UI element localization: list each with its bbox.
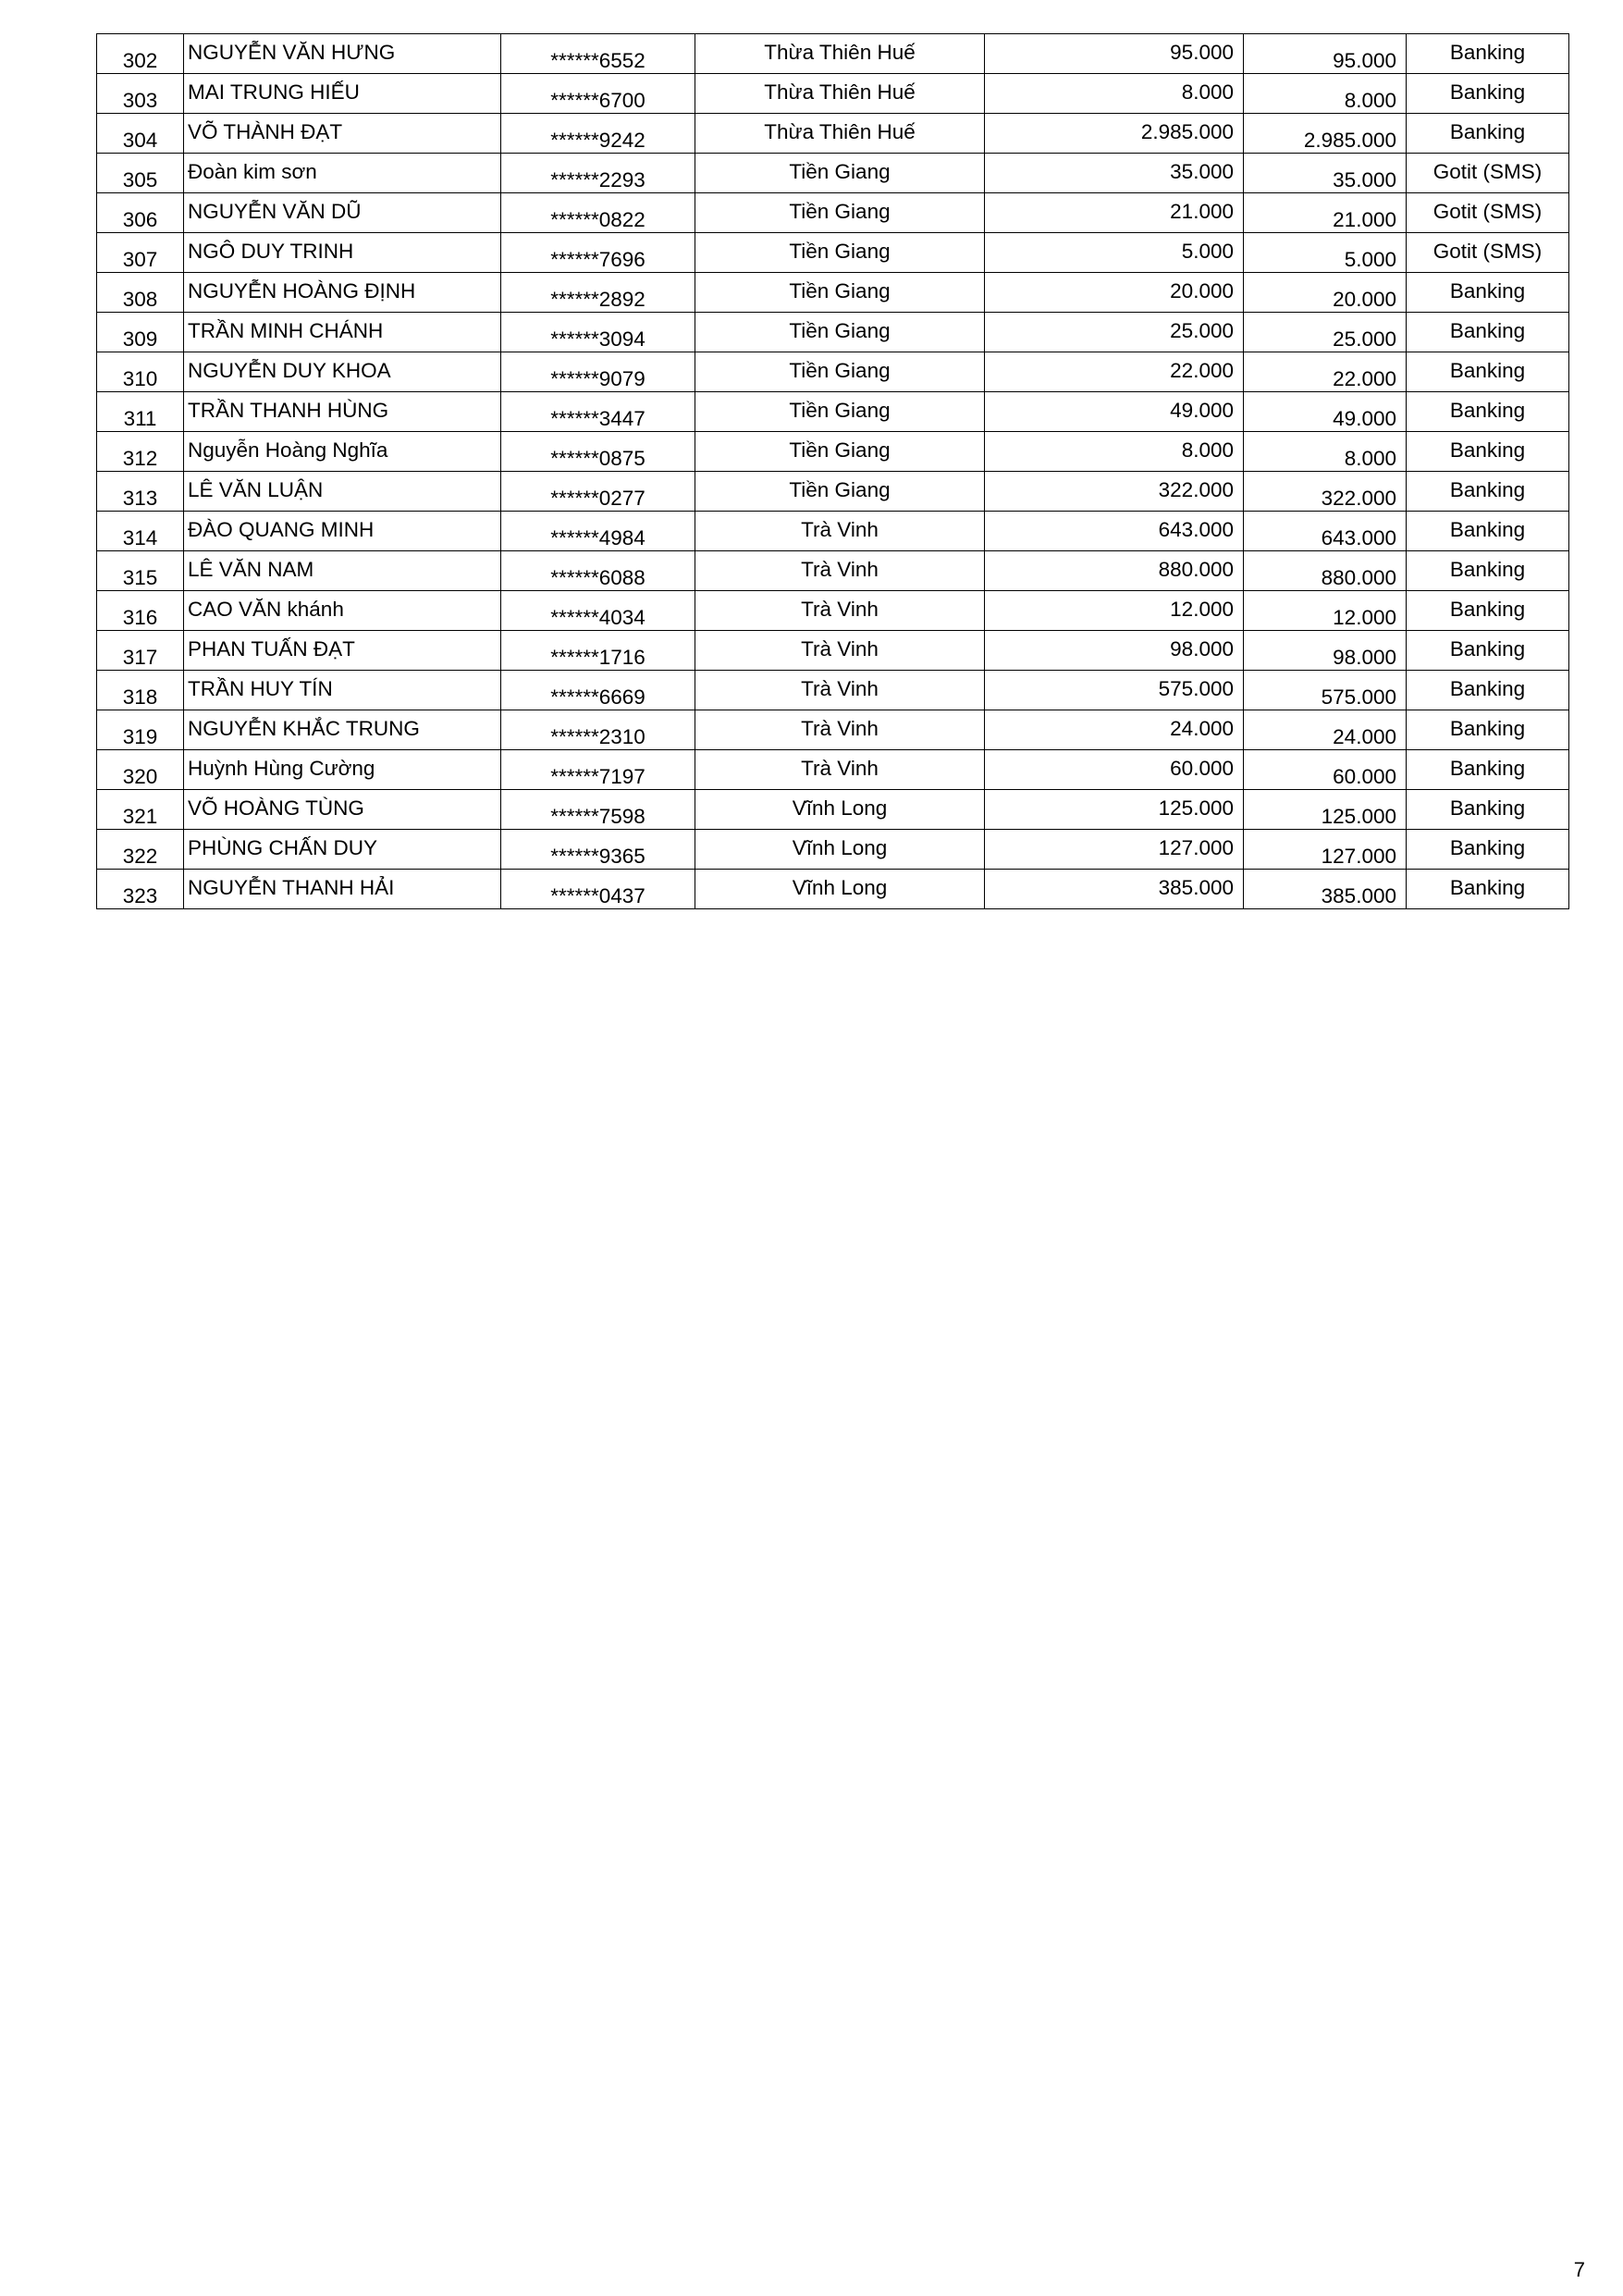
- phone-cell: ******0822: [501, 193, 695, 233]
- row-number-cell: 302: [97, 34, 184, 74]
- province-cell: Trà Vinh: [695, 671, 985, 710]
- amount-paid-cell: 575.000: [1244, 671, 1407, 710]
- amount-paid-cell: 95.000: [1244, 34, 1407, 74]
- province-cell: Tiền Giang: [695, 313, 985, 352]
- payment-method-cell: Banking: [1407, 273, 1569, 313]
- name-cell: NGUYỄN KHẮC TRUNG: [184, 710, 501, 750]
- amount-paid-cell: 8.000: [1244, 432, 1407, 472]
- amount-cell: 24.000: [985, 710, 1244, 750]
- amount-paid-cell: 5.000: [1244, 233, 1407, 273]
- amount-cell: 60.000: [985, 750, 1244, 790]
- amount-paid-cell: 60.000: [1244, 750, 1407, 790]
- amount-cell: 880.000: [985, 551, 1244, 591]
- province-cell: Tiền Giang: [695, 352, 985, 392]
- table-row: [97, 830, 1569, 870]
- row-number-cell: 316: [97, 591, 184, 631]
- name-cell: Nguyễn Hoàng Nghĩa: [184, 432, 501, 472]
- amount-cell: 98.000: [985, 631, 1244, 671]
- payment-method-cell: Banking: [1407, 352, 1569, 392]
- phone-cell: ******3094: [501, 313, 695, 352]
- payment-method-cell: Banking: [1407, 34, 1569, 74]
- row-number-cell: 308: [97, 273, 184, 313]
- amount-paid-cell: 24.000: [1244, 710, 1407, 750]
- table-row: [97, 512, 1569, 551]
- payment-method-cell: Banking: [1407, 870, 1569, 909]
- phone-cell: ******1716: [501, 631, 695, 671]
- phone-cell: ******7197: [501, 750, 695, 790]
- province-cell: Tiền Giang: [695, 392, 985, 432]
- phone-cell: ******6552: [501, 34, 695, 74]
- amount-cell: 8.000: [985, 74, 1244, 114]
- table-row: [97, 154, 1569, 193]
- row-number-cell: 315: [97, 551, 184, 591]
- row-number-cell: 311: [97, 392, 184, 432]
- phone-cell: ******6700: [501, 74, 695, 114]
- payment-method-cell: Banking: [1407, 313, 1569, 352]
- row-number-cell: 322: [97, 830, 184, 870]
- amount-cell: 22.000: [985, 352, 1244, 392]
- row-number-cell: 312: [97, 432, 184, 472]
- page-number: 7: [1573, 2258, 1585, 2281]
- row-number-cell: 321: [97, 790, 184, 830]
- amount-cell: 25.000: [985, 313, 1244, 352]
- name-cell: TRẦN THANH HÙNG: [184, 392, 501, 432]
- payment-method-cell: Banking: [1407, 750, 1569, 790]
- province-cell: Thừa Thiên Huế: [695, 74, 985, 114]
- table-row: [97, 870, 1569, 909]
- name-cell: NGUYỄN THANH HẢI: [184, 870, 501, 909]
- row-number-cell: 305: [97, 154, 184, 193]
- name-cell: LÊ VĂN NAM: [184, 551, 501, 591]
- amount-paid-cell: 322.000: [1244, 472, 1407, 512]
- phone-cell: ******9365: [501, 830, 695, 870]
- row-number-cell: 323: [97, 870, 184, 909]
- payment-method-cell: Banking: [1407, 830, 1569, 870]
- name-cell: MAI TRUNG HIẾU: [184, 74, 501, 114]
- amount-paid-cell: 21.000: [1244, 193, 1407, 233]
- payment-method-cell: Banking: [1407, 591, 1569, 631]
- name-cell: ĐÀO QUANG MINH: [184, 512, 501, 551]
- name-cell: Đoàn kim sơn: [184, 154, 501, 193]
- table-row: [97, 710, 1569, 750]
- province-cell: Thừa Thiên Huế: [695, 114, 985, 154]
- amount-cell: 49.000: [985, 392, 1244, 432]
- row-number-cell: 313: [97, 472, 184, 512]
- phone-cell: ******0875: [501, 432, 695, 472]
- amount-cell: 385.000: [985, 870, 1244, 909]
- table-row: [97, 472, 1569, 512]
- province-cell: Tiền Giang: [695, 193, 985, 233]
- province-cell: Tiền Giang: [695, 273, 985, 313]
- phone-cell: ******6669: [501, 671, 695, 710]
- phone-cell: ******9242: [501, 114, 695, 154]
- province-cell: Tiền Giang: [695, 233, 985, 273]
- payment-method-cell: Gotit (SMS): [1407, 233, 1569, 273]
- phone-cell: ******4984: [501, 512, 695, 551]
- name-cell: NGUYỄN DUY KHOA: [184, 352, 501, 392]
- province-cell: Vĩnh Long: [695, 870, 985, 909]
- payment-method-cell: Banking: [1407, 671, 1569, 710]
- table-row: [97, 591, 1569, 631]
- row-number-cell: 307: [97, 233, 184, 273]
- province-cell: Tiền Giang: [695, 472, 985, 512]
- amount-paid-cell: 385.000: [1244, 870, 1407, 909]
- amount-cell: 2.985.000: [985, 114, 1244, 154]
- table-row: [97, 551, 1569, 591]
- amount-paid-cell: 12.000: [1244, 591, 1407, 631]
- amount-cell: 8.000: [985, 432, 1244, 472]
- table-row: [97, 352, 1569, 392]
- name-cell: NGUYỄN VĂN HƯNG: [184, 34, 501, 74]
- province-cell: Trà Vinh: [695, 512, 985, 551]
- amount-cell: 125.000: [985, 790, 1244, 830]
- amount-cell: 5.000: [985, 233, 1244, 273]
- payment-method-cell: Banking: [1407, 631, 1569, 671]
- amount-cell: 20.000: [985, 273, 1244, 313]
- name-cell: PHAN TUẤN ĐẠT: [184, 631, 501, 671]
- payment-method-cell: Gotit (SMS): [1407, 154, 1569, 193]
- table-body: [97, 34, 1569, 909]
- amount-cell: 322.000: [985, 472, 1244, 512]
- phone-cell: ******3447: [501, 392, 695, 432]
- province-cell: Trà Vinh: [695, 591, 985, 631]
- row-number-cell: 317: [97, 631, 184, 671]
- row-number-cell: 303: [97, 74, 184, 114]
- row-number-cell: 310: [97, 352, 184, 392]
- payment-method-cell: Banking: [1407, 392, 1569, 432]
- province-cell: Tiền Giang: [695, 154, 985, 193]
- amount-cell: 95.000: [985, 34, 1244, 74]
- amount-paid-cell: 125.000: [1244, 790, 1407, 830]
- name-cell: VÕ HOÀNG TÙNG: [184, 790, 501, 830]
- phone-cell: ******7696: [501, 233, 695, 273]
- amount-cell: 21.000: [985, 193, 1244, 233]
- table-row: [97, 631, 1569, 671]
- amount-paid-cell: 22.000: [1244, 352, 1407, 392]
- row-number-cell: 319: [97, 710, 184, 750]
- province-cell: Trà Vinh: [695, 551, 985, 591]
- phone-cell: ******2310: [501, 710, 695, 750]
- table-row: [97, 233, 1569, 273]
- province-cell: Trà Vinh: [695, 750, 985, 790]
- table-row: [97, 34, 1569, 74]
- amount-paid-cell: 643.000: [1244, 512, 1407, 551]
- amount-cell: 643.000: [985, 512, 1244, 551]
- amount-paid-cell: 98.000: [1244, 631, 1407, 671]
- table-row: [97, 790, 1569, 830]
- row-number-cell: 304: [97, 114, 184, 154]
- amount-paid-cell: 2.985.000: [1244, 114, 1407, 154]
- payment-method-cell: Banking: [1407, 710, 1569, 750]
- amount-paid-cell: 49.000: [1244, 392, 1407, 432]
- row-number-cell: 320: [97, 750, 184, 790]
- amount-cell: 127.000: [985, 830, 1244, 870]
- table-row: [97, 671, 1569, 710]
- table-row: [97, 193, 1569, 233]
- amount-paid-cell: 25.000: [1244, 313, 1407, 352]
- name-cell: NGUYỄN VĂN DŨ: [184, 193, 501, 233]
- payment-method-cell: Banking: [1407, 432, 1569, 472]
- table-row: [97, 74, 1569, 114]
- row-number-cell: 306: [97, 193, 184, 233]
- province-cell: Tiền Giang: [695, 432, 985, 472]
- province-cell: Trà Vinh: [695, 710, 985, 750]
- phone-cell: ******0437: [501, 870, 695, 909]
- name-cell: LÊ VĂN LUẬN: [184, 472, 501, 512]
- name-cell: TRẦN MINH CHÁNH: [184, 313, 501, 352]
- province-cell: Trà Vinh: [695, 631, 985, 671]
- row-number-cell: 309: [97, 313, 184, 352]
- phone-cell: ******6088: [501, 551, 695, 591]
- phone-cell: ******9079: [501, 352, 695, 392]
- name-cell: NGUYỄN HOÀNG ĐỊNH: [184, 273, 501, 313]
- phone-cell: ******2892: [501, 273, 695, 313]
- payment-method-cell: Banking: [1407, 74, 1569, 114]
- phone-cell: ******2293: [501, 154, 695, 193]
- name-cell: TRẦN HUY TÍN: [184, 671, 501, 710]
- province-cell: Thừa Thiên Huế: [695, 34, 985, 74]
- row-number-cell: 314: [97, 512, 184, 551]
- table-row: [97, 392, 1569, 432]
- payment-method-cell: Banking: [1407, 472, 1569, 512]
- payment-method-cell: Banking: [1407, 114, 1569, 154]
- province-cell: Vĩnh Long: [695, 790, 985, 830]
- payment-method-cell: Gotit (SMS): [1407, 193, 1569, 233]
- phone-cell: ******4034: [501, 591, 695, 631]
- payment-method-cell: Banking: [1407, 790, 1569, 830]
- payment-method-cell: Banking: [1407, 512, 1569, 551]
- name-cell: VÕ THÀNH ĐẠT: [184, 114, 501, 154]
- amount-paid-cell: 8.000: [1244, 74, 1407, 114]
- amount-cell: 575.000: [985, 671, 1244, 710]
- table-row: [97, 273, 1569, 313]
- name-cell: NGÔ DUY TRINH: [184, 233, 501, 273]
- amount-cell: 12.000: [985, 591, 1244, 631]
- table-row: [97, 114, 1569, 154]
- name-cell: PHÙNG CHẤN DUY: [184, 830, 501, 870]
- table-row: [97, 313, 1569, 352]
- name-cell: CAO VĂN khánh: [184, 591, 501, 631]
- row-number-cell: 318: [97, 671, 184, 710]
- amount-cell: 35.000: [985, 154, 1244, 193]
- amount-paid-cell: 127.000: [1244, 830, 1407, 870]
- amount-paid-cell: 20.000: [1244, 273, 1407, 313]
- table-row: [97, 432, 1569, 472]
- winners-table: [96, 33, 1569, 909]
- phone-cell: ******0277: [501, 472, 695, 512]
- phone-cell: ******7598: [501, 790, 695, 830]
- payment-method-cell: Banking: [1407, 551, 1569, 591]
- amount-paid-cell: 35.000: [1244, 154, 1407, 193]
- province-cell: Vĩnh Long: [695, 830, 985, 870]
- amount-paid-cell: 880.000: [1244, 551, 1407, 591]
- table-row: [97, 750, 1569, 790]
- name-cell: Huỳnh Hùng Cường: [184, 750, 501, 790]
